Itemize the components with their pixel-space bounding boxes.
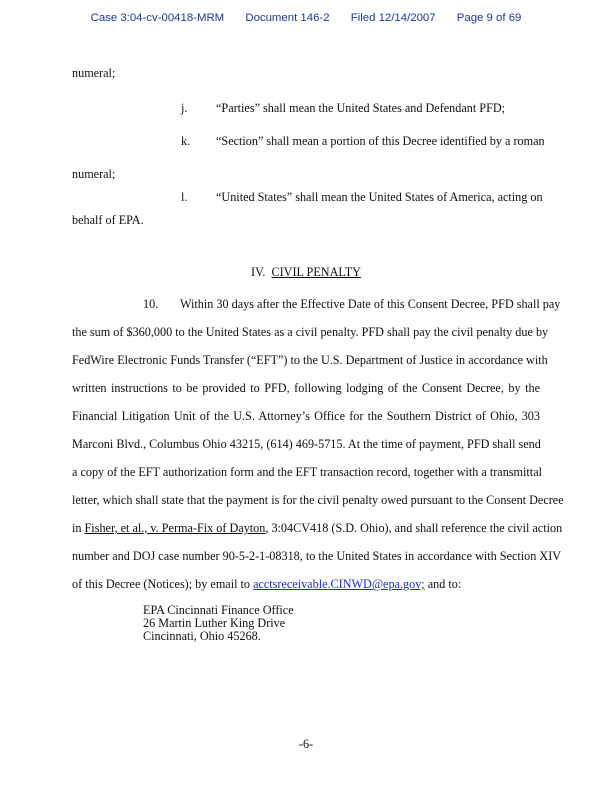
paragraph-line: FedWire Electronic Funds Transfer (“EFT”) to the U.S. Department of Justice in accordance with <box>72 353 548 367</box>
paragraph-line: number and DOJ case number 90-5-2-1-08318, to the United States in accordance with Section XIV <box>72 549 562 563</box>
definition-text: “United States” shall mean the United States of America, acting on <box>216 190 543 204</box>
definition-continuation: behalf of EPA. <box>72 213 144 227</box>
filing-header <box>0 12 612 24</box>
paragraph-line <box>72 521 563 535</box>
definition-continuation: numeral; <box>72 167 116 181</box>
email-link[interactable]: acctsreceivable.CINWD@epa.gov; <box>253 577 425 591</box>
paragraph-line: a copy of the EFT authorization form and the EFT transaction record, together with a transmittal <box>72 465 542 479</box>
paragraph-line: the sum of $360,000 to the United States as a civil penalty. PFD shall pay the civil penalty due by <box>72 325 549 339</box>
line-suffix: , 3:04CV418 (S.D. Ohio), and shall reference the civil action <box>265 521 563 535</box>
definition-text: “Section” shall mean a portion of this Decree identified by a roman <box>216 134 545 148</box>
case-name: Fisher, et al., v. Perma-Fix of Dayton <box>84 521 266 535</box>
line-suffix: and to: <box>424 577 462 591</box>
section-heading <box>0 265 612 279</box>
definition-text: “Parties” shall mean the United States and Defendant PFD; <box>216 101 506 115</box>
line-prefix: in <box>72 521 85 535</box>
paragraph-line <box>72 577 461 591</box>
address-line: Cincinnati, Ohio 45268. <box>143 629 261 643</box>
paragraph-line: letter, which shall state that the payment is for the civil penalty owed pursuant to the Consent Decree <box>72 493 564 507</box>
line-prefix: of this Decree (Notices); by email to <box>72 577 254 591</box>
document-number: Document 146-2 <box>245 12 330 24</box>
page-number: -6- <box>298 737 314 751</box>
paragraph-line: Marconi Blvd., Columbus Ohio 43215, (614) 469-5715. At the time of payment, PFD shall send <box>72 437 541 451</box>
paragraph-line: Financial Litigation Unit of the U.S. Attorney’s Office for the Southern District of Ohio, 303 <box>72 409 540 423</box>
paragraph-line: Within 30 days after the Effective Date of this Consent Decree, PFD shall pay <box>180 297 561 311</box>
address-line: EPA Cincinnati Finance Office <box>143 603 294 617</box>
page-of-total: Page 9 of 69 <box>456 12 522 24</box>
continuation-text: numeral; <box>72 66 116 80</box>
section-title: CIVIL PENALTY <box>271 265 361 279</box>
filed-date: Filed 12/14/2007 <box>350 12 436 24</box>
paragraph-line: written instructions to be provided to PFD, following lodging of the Consent Decree, by the <box>72 381 540 395</box>
section-number: IV. <box>251 265 266 279</box>
definition-marker: k. <box>181 134 191 148</box>
address-line: 26 Martin Luther King Drive <box>143 616 286 630</box>
definition-marker: j. <box>181 101 188 115</box>
case-number: Case 3:04-cv-00418-MRM <box>90 12 225 24</box>
definition-marker: l. <box>181 190 188 204</box>
paragraph-number: 10. <box>143 297 159 311</box>
